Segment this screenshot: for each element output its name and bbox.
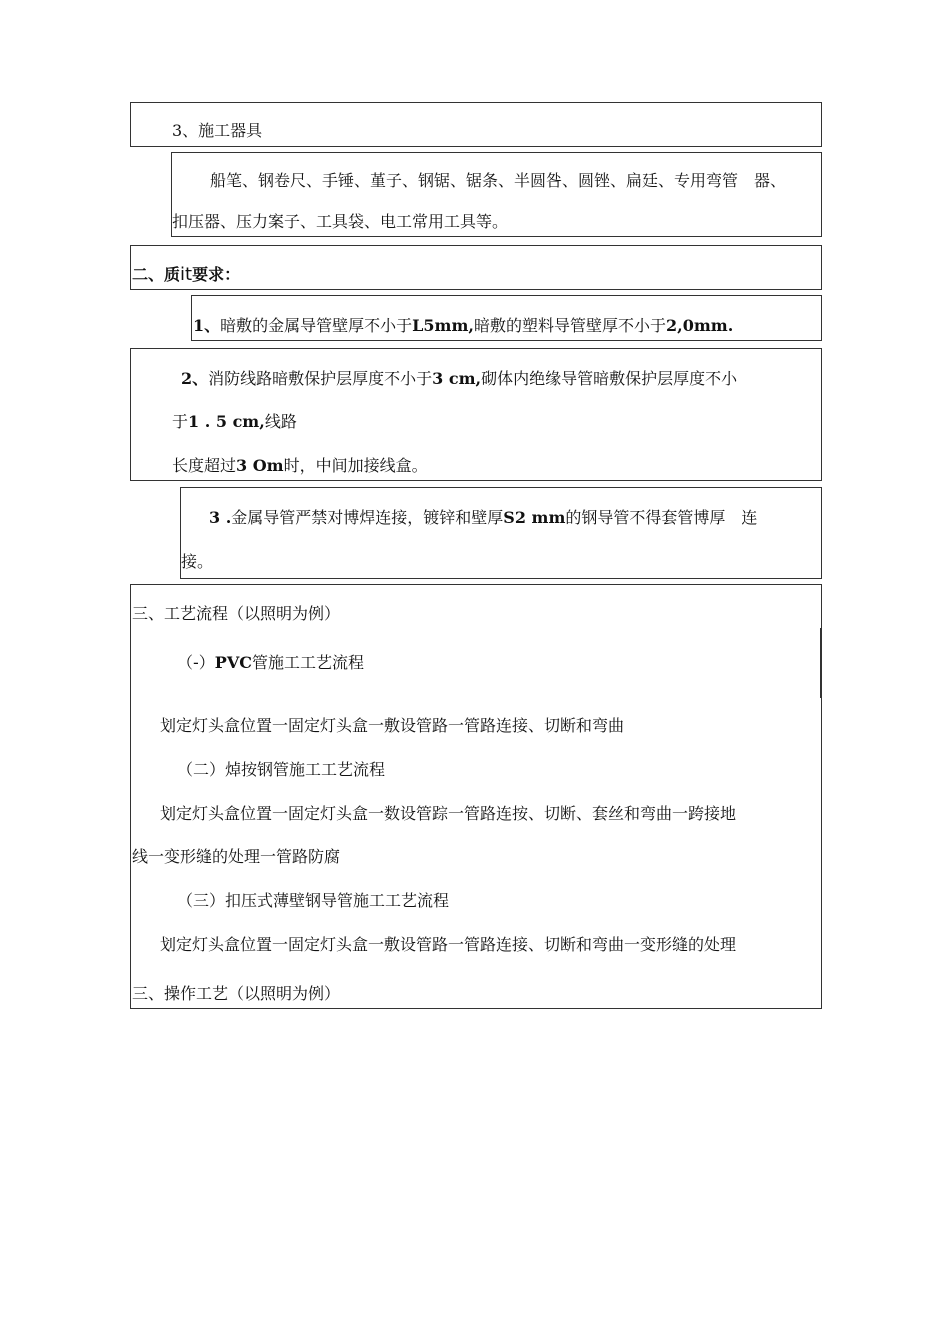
quality-heading-mid: it — [180, 264, 193, 285]
quality-item-2-line-3-b: 3 Om — [236, 456, 284, 475]
quality-item-2-num: 2、 — [181, 369, 209, 388]
quality-item-3-line-1 — [209, 508, 757, 528]
quality-item-2-line-2-c: 线路 — [264, 412, 297, 431]
quality-item-1-part-d: L5mm, — [412, 316, 474, 335]
process-sub-1-c: 管施工工艺流程 — [251, 653, 364, 672]
process-sub-2-line-2: 线一变形缝的处理一管路防腐 — [132, 847, 341, 866]
tools-list-line-1: 船笔、钢卷尺、手锤、堇子、钢锯、锯条、半圆咎、圆锉、扁廷、专用弯管 器、 — [210, 171, 787, 190]
quality-item-3-num: 3 . — [209, 508, 232, 527]
quality-item-1-part-f: 不小于 — [618, 316, 667, 335]
process-box-mark-right — [820, 628, 821, 698]
quality-item-3-box — [180, 487, 822, 579]
quality-item-2-line-1-c: 3 cm, — [432, 369, 482, 388]
quality-item-2-line-2-b: 1 . 5 cm, — [188, 412, 265, 431]
quality-item-2-line-1-d: 砌体内绝缘导管暗敷保护层厚度不小 — [481, 369, 738, 388]
process-sub-1-text: 划定灯头盒位置一固定灯头盒一敷设管路一管路连接、切断和弯曲 — [160, 716, 625, 735]
quality-item-1-part-e: 暗敷的塑料导管壁厚 — [473, 316, 618, 335]
quality-heading-prefix: 二、质 — [132, 265, 181, 284]
quality-item-3-line-1-c: S2 mm — [503, 508, 566, 527]
quality-heading-suffix: 要求： — [192, 265, 241, 284]
process-sub-1-a: （-） — [177, 653, 215, 672]
tools-heading: 3、施工器具 — [172, 121, 263, 140]
quality-item-2-line-1-b: 消防线路暗敷保护层厚度不小于 — [208, 369, 433, 388]
process-sub-1-b: PVC — [214, 653, 252, 672]
quality-item-1-part-g: 2,0mm. — [666, 316, 734, 335]
quality-item-1-num: 1、 — [193, 316, 221, 335]
process-sub-3: （三）扣压式薄壁钢导管施工工艺流程 — [177, 891, 450, 910]
process-sub-2-line-1: 划定灯头盒位置一固定灯头盒一数设管踪一管路连按、切断、套丝和弯曲一跨接地 — [160, 804, 737, 823]
quality-item-1-part-b: 暗敷的金属导管壁厚 — [220, 316, 365, 335]
process-heading: 三、工艺流程（以照明为例） — [132, 604, 341, 623]
quality-item-2-line-2 — [172, 412, 297, 432]
quality-item-3-line-1-d: 的钢导管不得套管博厚 连 — [565, 508, 758, 527]
quality-item-2-line-1 — [181, 369, 737, 389]
quality-item-2-line-2-a: 于 — [172, 412, 189, 431]
process-sub-2: （二）焯按钢管施工工艺流程 — [177, 760, 386, 779]
process-sub-3-text: 划定灯头盒位置一固定灯头盒一敷设管路一管路连接、切断和弯曲一变形缝的处理 — [160, 935, 737, 954]
quality-item-3-line-1-b: 金属导管严禁对博焊连接，镀锌和壁厚 — [231, 508, 504, 527]
process-sub-1 — [177, 653, 364, 673]
operation-heading: 三、操作工艺（以照明为例） — [132, 984, 341, 1003]
quality-item-1-part-c: 不小于 — [364, 316, 413, 335]
quality-heading — [132, 265, 240, 285]
quality-item-2-line-3 — [172, 456, 428, 476]
quality-item-1 — [193, 316, 733, 336]
quality-item-2-line-3-c: 时，中间加接线盒。 — [283, 456, 428, 475]
quality-item-2-line-3-a: 长度超过 — [172, 456, 237, 475]
process-box-mark-left — [130, 628, 131, 698]
quality-item-3-line-2: 接。 — [181, 552, 214, 571]
tools-list-line-2: 扣压器、压力案子、工具袋、电工常用工具等。 — [172, 212, 509, 231]
